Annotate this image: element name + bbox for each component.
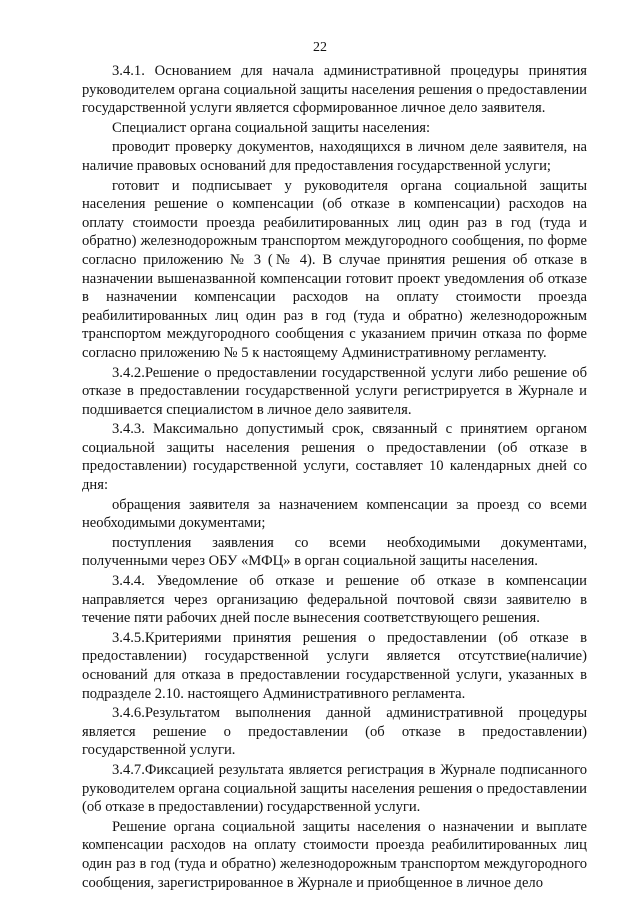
paragraph-prepares-decision: готовит и подписывает у руководителя органа социальной защиты населения решение о компенсации (об отказе в компенсации) расходов на оплату стоимости проезда реабилитированных лиц один раз в год (туда и обратно) железнодорожным транспортом междугородного сообщения, по форме согласно приложению № 3 (№ 4). В случае принятия решения об отказе в назначении вышеназванной компенсации готовит проект уведомления об отказе в назначении компенсации расходов на оплату стоимости проезда реабилитированных лиц один раз в год (туда и обратно) железнодорожным транспортом междугородного сообщения с указанием причин отказа по форме согласно приложению № 5 к настоящему Административному регламенту.: [82, 177, 587, 361]
paragraph-3-4-6: 3.4.6.Результатом выполнения данной административной процедуры является решение о предоставлении (об отказе в предоставлении) государственной услуги.: [82, 705, 587, 759]
paragraph-specialist: Специалист органа социальной защиты населения:: [112, 119, 431, 136]
paragraph-applicant-request: обращения заявителя за назначением компенсации за проезд со всеми необходимыми документами;: [82, 496, 587, 532]
page-number: 22: [313, 40, 327, 55]
paragraph-3-4-1: 3.4.1. Основанием для начала административной процедуры принятия руководителем органа социальной защиты населения решения о предоставлении государственной услуги является сформированное личное дело заявителя.: [82, 63, 587, 117]
paragraph-3-4-3: 3.4.3. Максимально допустимый срок, связанный с принятием органом социальной защиты населения решения о предоставлении (об отказе в предоставлении) государственной услуги, составляет 10 календарных дней со дня:: [82, 421, 587, 494]
paragraph-3-4-2: 3.4.2.Решение о предоставлении государственной услуги либо решение об отказе в предоставлении государственной услуги регистрируется в Журнале и подшивается специалистом в личное дело заявителя.: [82, 364, 587, 418]
document-body: [82, 62, 587, 892]
paragraph-3-4-7: 3.4.7.Фиксацией результата является регистрация в Журнале подписанного руководителем органа социальной защиты населения решения о предоставлении (об отказе в предоставлении) государственной услуги.: [82, 761, 587, 816]
paragraph-checks-documents: проводит проверку документов, находящихся в личном деле заявителя, на наличие правовых оснований для предоставления государственной услуги;: [82, 139, 587, 174]
paragraph-3-4-5: 3.4.5.Критериями принятия решения о предоставлении (об отказе в предоставлении) государственной услуги является отсутствие(наличие) оснований для отказа в предоставлении государственной услуги, указанных в подразделе 2.10. настоящего Административного регламента.: [82, 629, 587, 702]
paragraph-3-4-4: 3.4.4. Уведомление об отказе и решение об отказе в компенсации направляется через организацию федеральной почтовой связи заявителю в течение пяти рабочих дней после вынесения соответствующего решения.: [82, 573, 587, 627]
paragraph-mfc-receipt: поступления заявления со всеми необходимыми документами, полученными через ОБУ «МФЦ» в орган социальной защиты населения.: [82, 534, 587, 570]
paragraph-decision-registered: Решение органа социальной защиты населения о назначении и выплате компенсации расходов на оплату стоимости проезда реабилитированных лиц один раз в год (туда и обратно) железнодорожным транспортом междугородного сообщения, зарегистрированное в Журнале и приобщенное в личное дело: [82, 818, 587, 891]
